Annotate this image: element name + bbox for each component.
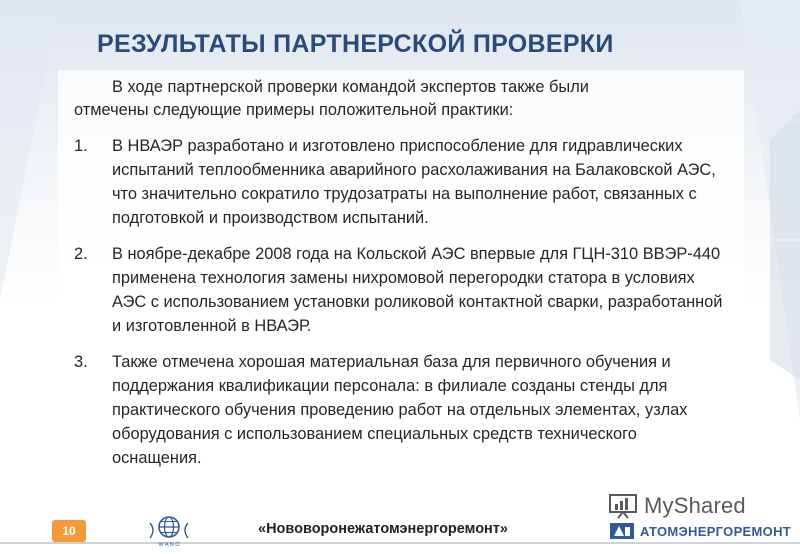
list-text: Также отмечена хорошая материальная база для первичного обучения и поддержания квалификации персонала: в филиале созданы стенды для практического обучения проведению работ на отдельных элементах, узлах оборудования с использованием специальных средств технического оснащения. — [112, 353, 688, 467]
list-number: 2. — [74, 245, 88, 263]
wano-logo-text: W A N O — [158, 542, 180, 548]
list-item — [74, 242, 724, 338]
myshared-watermark — [608, 492, 746, 520]
presentation-icon — [608, 493, 638, 519]
intro-paragraph — [74, 76, 714, 122]
myshared-text: MyShared — [644, 493, 746, 518]
list-number: 1. — [74, 137, 88, 155]
page-number-badge: 10 — [52, 520, 86, 542]
company-logo-icon — [610, 521, 634, 541]
company-logo — [610, 520, 791, 542]
practice-list — [74, 134, 724, 482]
slide-title: РЕЗУЛЬТАТЫ ПАРТНЕРСКОЙ ПРОВЕРКИ — [97, 30, 614, 58]
list-item — [74, 134, 724, 230]
list-item — [74, 350, 724, 470]
list-number: 3. — [74, 353, 88, 371]
footer-organization: «Нововоронежатомэнергоремонт» — [258, 521, 508, 537]
company-logo-text: АТОМЭНЕРГОРЕМОНТ — [640, 523, 791, 539]
intro-line-2: отмечены следующие примеры положительной практики: — [74, 101, 514, 119]
list-text: В ноябре-декабре 2008 года на Кольской АЭС впервые для ГЦН-310 ВВЭР-440 применена технология замены нихромовой перегородки статора в условиях АЭС с использованием установки роликовой контактной сварки, разработанной и изготовленной в НВАЭР. — [112, 245, 723, 335]
footer-divider — [0, 542, 800, 544]
wano-logo-icon — [146, 514, 192, 548]
list-text: В НВАЭР разработано и изготовлено приспособление для гидравлических испытаний теплообменника аварийного расхолаживания на Балаковской АЭС, что значительно сократило трудозатраты на выполнение работ, связанных с подготовкой и производством испытаний. — [112, 137, 716, 227]
intro-line-1: В ходе партнерской проверки командой экспертов также были — [112, 78, 589, 96]
